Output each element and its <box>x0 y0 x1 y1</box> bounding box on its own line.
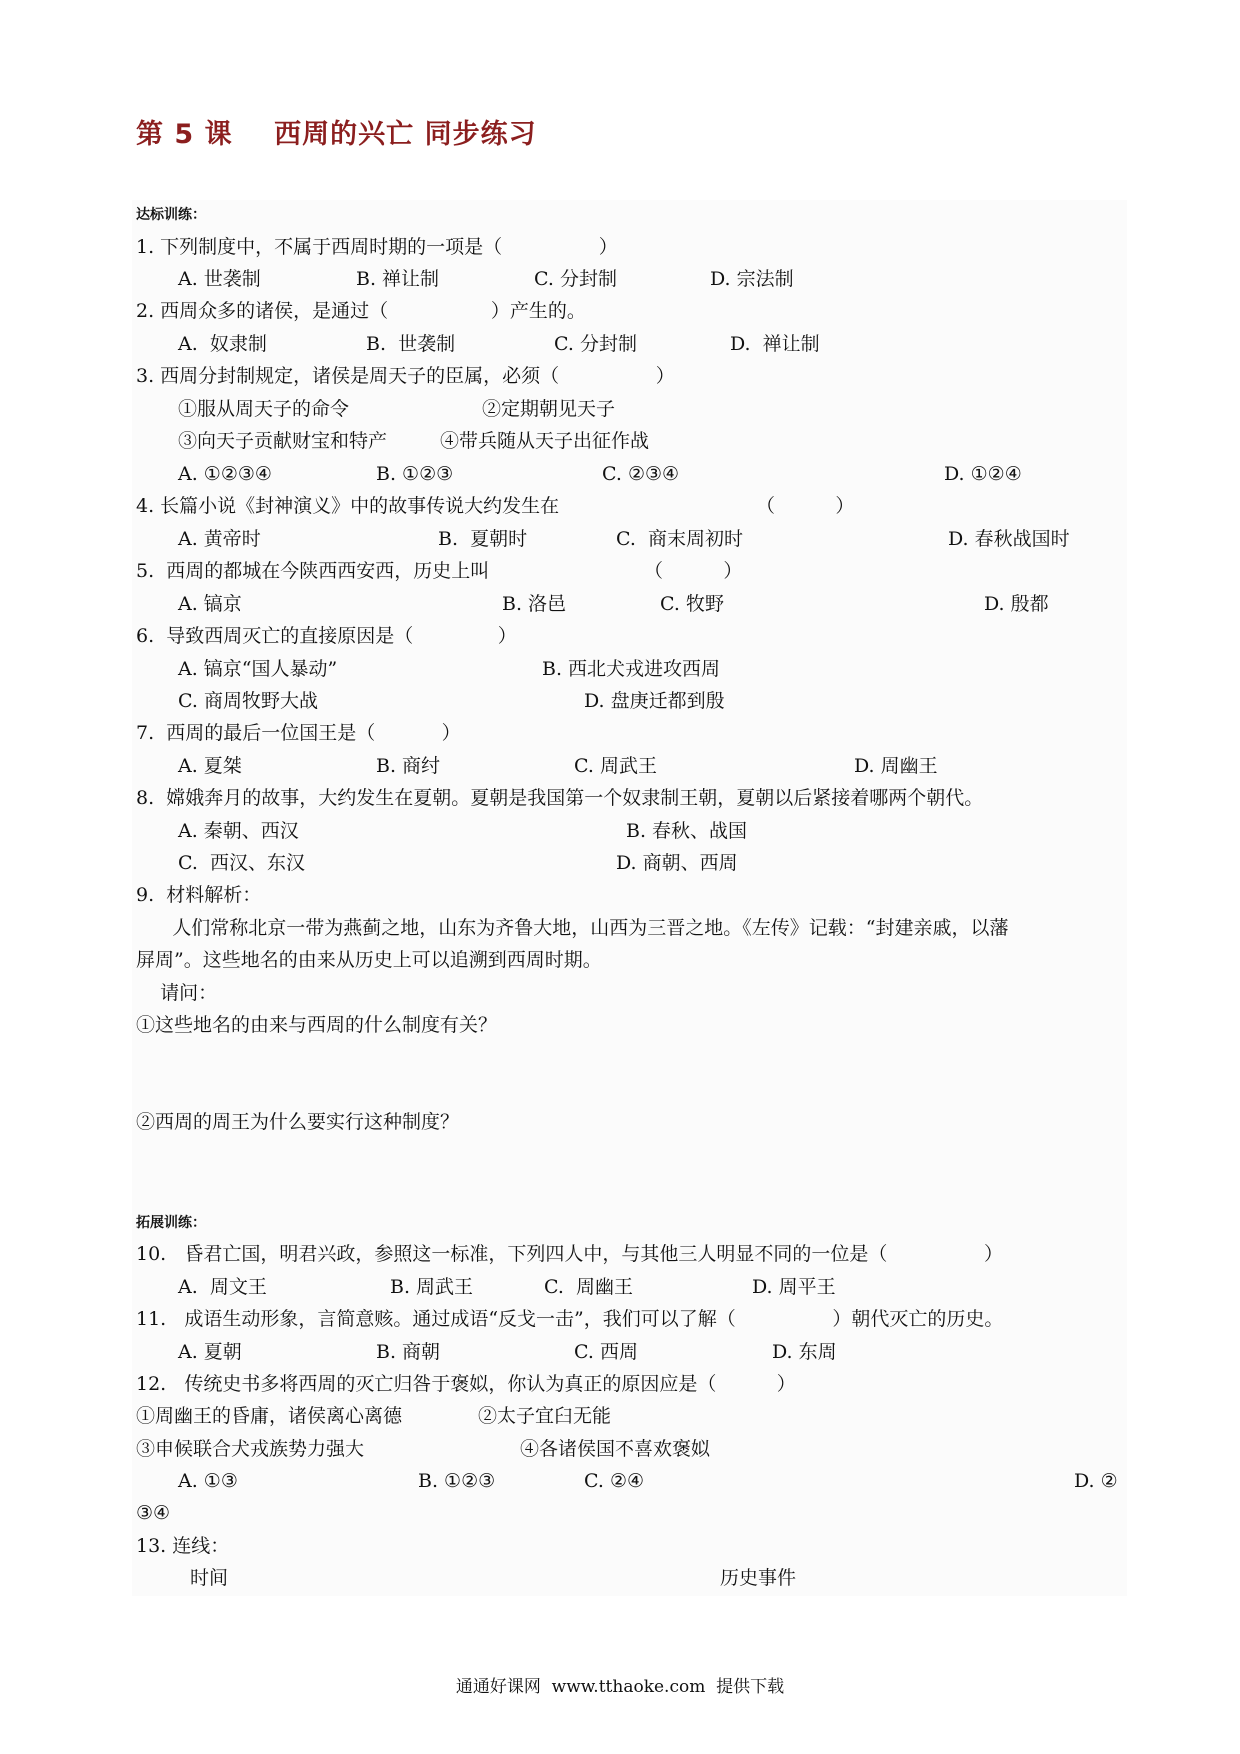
q8-option-d: D. 商朝、西周 <box>616 852 738 874</box>
q4-option-a: A. 黄帝时 <box>178 528 261 550</box>
question-13-stem: 13. 连线： <box>136 1535 230 1557</box>
q5-option-d: D. 殷都 <box>984 593 1049 615</box>
q6-option-b: B. 西北犬戎进攻西周 <box>542 658 721 680</box>
question-6-stem: 6. 导致西周灭亡的直接原因是（ ） <box>136 625 517 647</box>
q8-option-b: B. 春秋、战国 <box>626 820 748 842</box>
q11-option-d: D. 东周 <box>772 1341 837 1363</box>
question-12-stem: 12. 传统史书多将西周的灭亡归咎于褒姒，你认为真正的原因应是（ ） <box>136 1373 796 1395</box>
q4-option-b: B. 夏朝时 <box>438 528 528 550</box>
q3-option-a: A. ①②③④ <box>178 463 272 485</box>
question-9-stem: 9. 材料解析： <box>136 884 262 906</box>
q11-option-c: C. 西周 <box>574 1341 638 1363</box>
q2-option-a: A. 奴隶制 <box>178 333 267 355</box>
q7-option-b: B. 商纣 <box>376 755 441 777</box>
q7-option-d: D. 周幽王 <box>854 755 938 777</box>
q9-material-line-1: 人们常称北京一带为燕蓟之地，山东为齐鲁大地，山西为三晋之地。《左传》记载：“封建亲戚，以藩 <box>136 917 1009 939</box>
q3-item-2: ②定期朝见天子 <box>482 398 616 420</box>
q12-item-3: ③申候联合犬戎族势力强大 <box>136 1438 365 1460</box>
exercise-content <box>132 200 1127 1596</box>
footer-source: 通通好课网 www.tthaoke.com 提供下载 <box>455 1677 785 1697</box>
question-11-stem: 11. 成语生动形象，言简意赅。通过成语“反戈一击”，我们可以了解（ ）朝代灭亡的历史。 <box>136 1308 1004 1330</box>
q9-material-line-2: 屏周”。这些地名的由来从历史上可以追溯到西周时期。 <box>136 949 602 971</box>
q12-item-1: ①周幽王的昏庸，诸侯离心离德 <box>136 1405 403 1427</box>
page-title: 第 5 课 西周的兴亡 同步练习 <box>136 119 537 150</box>
q3-option-b: B. ①②③ <box>376 463 454 485</box>
q3-option-d: D. ①②④ <box>944 463 1022 485</box>
q2-option-b: B. 世袭制 <box>366 333 456 355</box>
q1-option-a: A. 世袭制 <box>178 268 261 290</box>
q5-option-b: B. 洛邑 <box>502 593 567 615</box>
q4-answer-paren: （ ） <box>756 495 855 517</box>
q12-option-b: B. ①②③ <box>418 1470 496 1492</box>
q1-option-c: C. 分封制 <box>534 268 617 290</box>
question-5-stem: 5. 西周的都城在今陕西西安西，历史上叫 <box>136 560 490 582</box>
q10-option-a: A. 周文王 <box>178 1276 267 1298</box>
q5-option-a: A. 镐京 <box>178 593 242 615</box>
q4-option-d: D. 春秋战国时 <box>948 528 1070 550</box>
q9-subquestion-2: ②西周的周王为什么要实行这种制度？ <box>136 1111 460 1133</box>
q3-item-1: ①服从周天子的命令 <box>178 398 350 420</box>
section-heading-extension: 拓展训练： <box>136 1215 206 1231</box>
section-heading-basic: 达标训练： <box>136 207 206 223</box>
q13-column-time: 时间 <box>190 1567 229 1589</box>
q10-option-b: B. 周武王 <box>390 1276 474 1298</box>
question-3-stem: 3. 西周分封制规定，诸侯是周天子的臣属，必须（ ） <box>136 365 675 387</box>
q6-option-a: A. 镐京“国人暴动” <box>178 658 338 680</box>
question-7-stem: 7. 西周的最后一位国王是（ ） <box>136 722 461 744</box>
q12-option-a: A. ①③ <box>178 1470 238 1492</box>
q7-option-a: A. 夏桀 <box>178 755 242 777</box>
q12-item-2: ②太子宜臼无能 <box>478 1405 612 1427</box>
q8-option-c: C. 西汉、东汉 <box>178 852 305 874</box>
q5-option-c: C. 牧野 <box>660 593 724 615</box>
q13-column-events: 历史事件 <box>720 1567 797 1589</box>
question-2-stem: 2. 西周众多的诸侯，是通过（ ）产生的。 <box>136 300 586 322</box>
q7-option-c: C. 周武王 <box>574 755 657 777</box>
q12-option-d-continued: ③④ <box>136 1502 171 1524</box>
question-10-stem: 10. 昏君亡国，明君兴政，参照这一标准，下列四人中，与其他三人明显不同的一位是（ ） <box>136 1243 1003 1265</box>
q1-option-b: B. 禅让制 <box>356 268 440 290</box>
question-1-stem: 1. 下列制度中，不属于西周时期的一项是（ ） <box>136 236 618 258</box>
q1-option-d: D. 宗法制 <box>710 268 794 290</box>
question-8-stem: 8. 嫦娥奔月的故事，大约发生在夏朝。夏朝是我国第一个奴隶制王朝，夏朝以后紧接着哪两个朝代。 <box>136 787 984 809</box>
q11-option-b: B. 商朝 <box>376 1341 441 1363</box>
q3-option-c: C. ②③④ <box>602 463 680 485</box>
q4-option-c: C. 商末周初时 <box>616 528 743 550</box>
q12-option-c: C. ②④ <box>584 1470 645 1492</box>
q12-option-d: D. ② <box>1074 1470 1118 1492</box>
q3-item-3: ③向天子贡献财宝和特产 <box>178 430 388 452</box>
q3-item-4: ④带兵随从天子出征作战 <box>440 430 650 452</box>
q10-option-c: C. 周幽王 <box>544 1276 633 1298</box>
question-4-stem: 4. 长篇小说《封神演义》中的故事传说大约发生在 <box>136 495 560 517</box>
q8-option-a: A. 秦朝、西汉 <box>178 820 299 842</box>
q2-option-c: C. 分封制 <box>554 333 637 355</box>
q5-answer-paren: （ ） <box>644 560 743 582</box>
q9-subquestion-1: ①这些地名的由来与西周的什么制度有关？ <box>136 1014 498 1036</box>
q2-option-d: D. 禅让制 <box>730 333 820 355</box>
q9-ask: 请问： <box>136 982 218 1004</box>
q6-option-d: D. 盘庚迁都到殷 <box>584 690 725 712</box>
q12-item-4: ④各诸侯国不喜欢褒姒 <box>520 1438 711 1460</box>
q11-option-a: A. 夏朝 <box>178 1341 242 1363</box>
q6-option-c: C. 商周牧野大战 <box>178 690 318 712</box>
q10-option-d: D. 周平王 <box>752 1276 836 1298</box>
